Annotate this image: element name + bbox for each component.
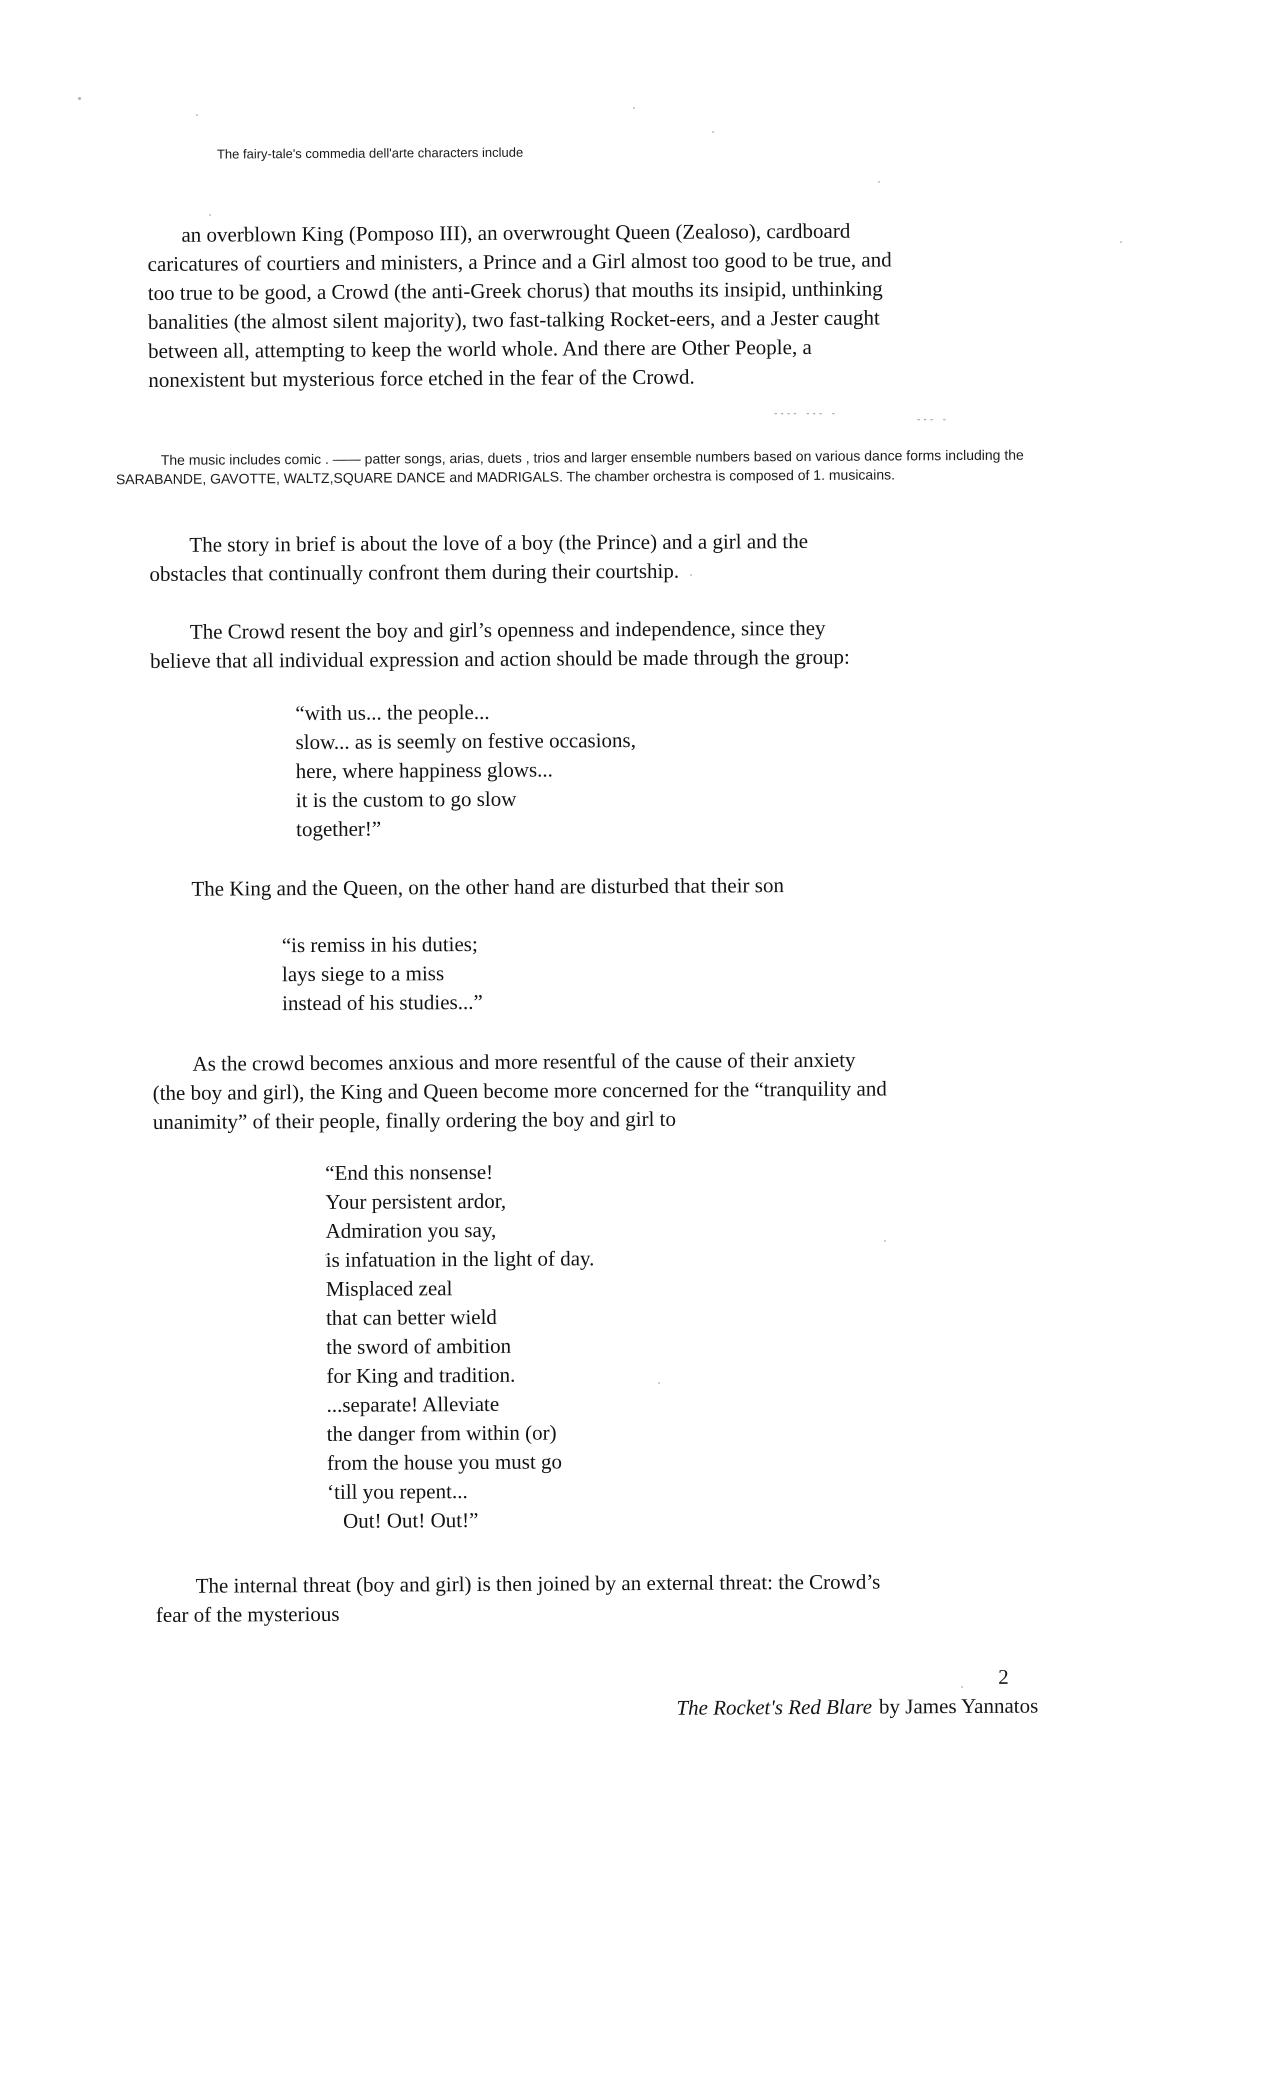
scan-speck bbox=[667, 229, 669, 231]
scan-artifact-dashes: --- - bbox=[916, 415, 949, 425]
scan-speck bbox=[196, 114, 198, 116]
work-title: The Rocket's Red Blare bbox=[676, 1694, 873, 1720]
scan-speck bbox=[961, 1686, 963, 1688]
story-paragraph: The story in brief is about the love of a boy (the Prince) and a girl and the obstacles that continually confront them during their courtship. bbox=[149, 528, 809, 586]
scan-speck bbox=[1120, 241, 1122, 243]
scan-speck bbox=[658, 1382, 660, 1384]
scan-speck bbox=[633, 107, 635, 109]
scan-speck bbox=[690, 574, 692, 576]
footer-byline: by James Yannatos bbox=[878, 1693, 1039, 1719]
king-queen-quote: “is remiss in his duties; lays siege to a miss instead of his studies...” bbox=[281, 931, 483, 1016]
king-queen-paragraph: The King and the Queen, on the other hand are disturbed that their son bbox=[191, 873, 784, 901]
footer-credit bbox=[676, 1691, 1176, 1723]
page-number: 2 bbox=[998, 1664, 1009, 1689]
scan-speck bbox=[878, 181, 880, 183]
internal-threat-paragraph: The internal threat (boy and girl) is then joined by an external threat: the Crowd’s fear of the mysterious bbox=[155, 1569, 881, 1627]
order-quote: “End this nonsense! Your persistent ardor, Admiration you say, is infatuation in the light of day. Misplaced zeal that can better wield the sword of ambition for King and tradition. ...separate! Alleviate the danger from within (or) from the house you must go ‘till you repent... Out! Out! Out!” bbox=[325, 1159, 595, 1533]
crowd-paragraph: The Crowd resent the boy and girl’s openness and independence, since they believe that all individual expression and action should be made through the group: bbox=[149, 615, 850, 673]
scan-speck bbox=[78, 97, 81, 100]
scan-speck bbox=[156, 321, 158, 323]
characters-paragraph: an overblown King (Pomposo III), an overwrought Queen (Zealoso), cardboard caricatures of courtiers and ministers, a Prince and a Girl almost too good to be true, and too true to be good, a Crowd (the anti-Greek chorus) that mouths its insipid, unthinking banalities (the almost silent majority), two fast-talking Rocket-eers, and a Jester caught between all, attempting to keep the world whole. And there are Other People, a nonexistent but mysterious force etched in the fear of the Crowd. bbox=[147, 218, 892, 392]
music-note: The music includes comic . —— patter songs, arias, duets , trios and larger ensemble numbers based on various dance forms including the SARABANDE, GAVOTTE, WALTZ,SQUARE DANCE and MADRIGALS. The chamber orchestra is composed of 1. musicains. bbox=[115, 446, 1024, 488]
header-note: The fairy-tale's commedia dell'arte characters include bbox=[216, 144, 524, 162]
anxiety-paragraph: As the crowd becomes anxious and more resentful of the cause of their anxiety (the boy and girl), the King and Queen become more concerned for the “tranquility and unanimity” of their people, finally ordering the boy and girl to bbox=[152, 1047, 887, 1134]
scan-artifact-dashes: ---- --- - bbox=[773, 409, 838, 419]
scan-speck bbox=[325, 1254, 327, 1256]
scan-speck bbox=[884, 1240, 886, 1242]
crowd-quote: “with us... the people... slow... as is seemly on festive occasions, here, where happiness glows... it is the custom to go slow together!” bbox=[295, 699, 637, 842]
scan-speck bbox=[712, 131, 714, 133]
page-content bbox=[115, 0, 1177, 1726]
scan-speck bbox=[209, 214, 211, 216]
